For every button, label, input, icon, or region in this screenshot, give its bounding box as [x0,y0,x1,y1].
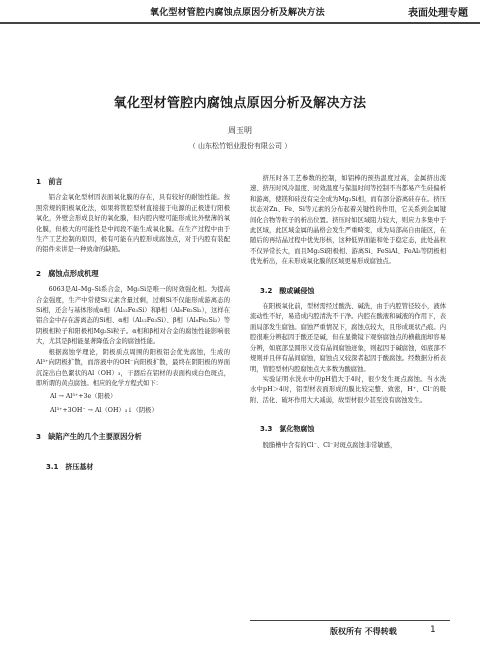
subsection-heading: 3.1 挤压基材 [46,462,94,471]
body-paragraph: 脱脂槽中含有的Cl⁻、Cl⁻对斑点腐蚀非常敏感， [262,441,397,449]
section-heading: 1 前言 [36,177,63,186]
subsection-heading: 3.3 氯化物腐蚀 [260,425,315,434]
copyright-notice: 版权所有 不得转载 [330,627,397,636]
body-paragraph: 6063是Al–Mg–Si系合金，Mg₂Si是唯一的时效强化相。为提高合金强度，生产中常使Si元素含量过剩，过剩Si不仅能形成游离态的Si相，还会与基体形成α相（Al₁₂Fe₃Si）和β相（Al₉Fe₂Si₂），这样在铝合金中存在游离态的Si相、α相（Al₁₂Fe₃Si）、β相（Al₉Fe₂Si₂）等阴极相粒子和阳极相Mg₂Si粒子。α相和β相对合金的腐蚀性能影响很大，尤其是β相能显著降低合金的腐蚀性能。 [36,286,230,346]
body-paragraph: 实验证明水洗水中的pH值大于4时，很少发生斑点腐蚀。当水洗水中pH＞4时，铝型材表面形成的膜比较完整、致密，H⁺、Cl⁻的吸附、活化、破坏作用大大减弱，故型材很少甚至没有腐蚀发生。 [250,375,446,404]
spacer [250,406,446,416]
page-footer [0,620,480,651]
page-number: 1 [430,625,436,635]
chemical-equation: Al → Al³⁺+3e（阳极） [50,393,117,401]
right-column [250,174,446,451]
section-heading: 2 腐蚀点形成机理 [36,268,99,278]
body-paragraph: 在阳极氧化前，型材需经过酸洗、碱洗，由于内腔管径较小，液体流动性不好，易造成内腔清洗不干净。内腔在酸液和碱液的作用下，表面局部发生腐蚀。腐蚀严重情况下，腐蚀点较大，且形成斑状凸痕。内腔很难分辨起因于酸还是碱，但在显微镜下观察腐蚀点的横截面却容易分辨，如底部呈圆形又没有晶间腐蚀迹象，则起因于碱腐蚀，如底部不规则并且伴有晶间腐蚀，腐蚀点又较深者起因于酸腐蚀。经数据分析表明，管腔型材内腔腐蚀点大多数为酸腐蚀。 [250,303,446,373]
body-paragraph: 挤压时各工艺参数的控制，如铝棒的预热温度过高，金属挤出流速、挤压时风冷温度、时效温度与保温时间等控制不当都易产生硅偏析和游离，使镁和硅没有完全成为Mg₂Si相，而有部分游离硅存在。挤压状态对Zn、Fe、Si等元素的分布起着关键性的作用，它关系到金属键间化合物等粒子的析出位置。挤压时如区域阻力较大，则应力多集中于此区域，此区域金属的晶格会发生严重畸变，成为局部高自由能区，在随后的再结晶过程中优先形核，这种低界面能和处于稳定态，此处晶粒不仅异常长大，而且Mg₂Si阳极相、游离Si、FeSiAl、FeAl₃等阴极相优先析出，在未形成氧化膜的区域更易形成腐蚀点。 [250,175,446,266]
section-tag: 表面处理专题 [408,8,468,19]
section-heading: 3 缺陷产生的几个主要原因分析 [36,432,142,442]
subsection-heading: 3.2 酸或碱侵蚀 [260,286,315,295]
author-name: 周玉明 [228,126,252,135]
spacer [36,256,230,266]
running-title: 氧化型材管腔内腐蚀点原因分析及解决方法 [150,8,325,18]
spacer [250,268,446,278]
author-affiliation: （ 山东松竹铝业股份有限公司 ） [188,142,292,150]
body-paragraph: 根据腐蚀学理论，阴极质点周围的阳极铝会优先腐蚀，生成的Al³⁺向阴极扩散，而溶液中的OH⁻向阳极扩散，最终在阴阳极的界面沉淀出白色絮状的Al（OH）₃，干涸后在铝材的表面构成白色斑点，即所谓的黄点腐蚀。相应的化学方程式如下： [36,348,230,387]
chemical-equation: Al³⁺+3OH⁻ → Al（OH）₃↓（阴极） [50,406,158,414]
left-column [36,174,230,478]
article-title: 氧化型材管腔内腐蚀点原因分析及解决方法 [113,96,367,111]
spacer [36,419,230,429]
body-paragraph: 铝合金氧化型材因表面氧化膜的存在，具有较好的耐蚀性能。按照常规的阳极氧化法，如果将管腔型材直接接于电源的正极进行阳极氧化，外壁会形成良好的氧化膜，但内腔内壁可能形成比外壁薄的氧化膜，但极大的可能性是中间段不能生成氧化膜。在生产过程中由于生产工艺控制的原因，极有可能在内腔形成腐蚀点，对于内腔有装配的铝件来讲是一种致命的缺陷。 [36,194,230,254]
spacer [36,449,230,454]
running-header [0,0,480,24]
footer-rule [250,620,450,621]
